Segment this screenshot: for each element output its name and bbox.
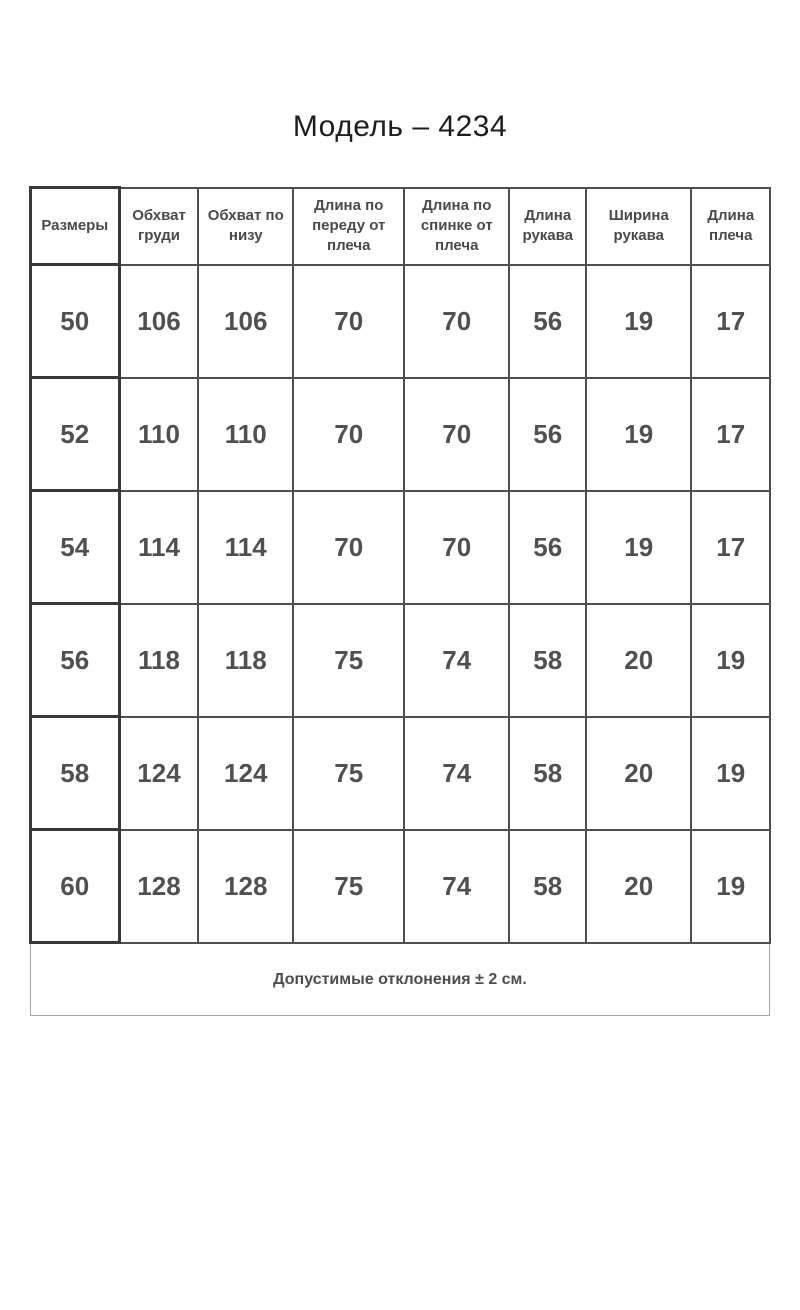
table-row [30,378,770,491]
table-cell: 58 [509,604,586,717]
tolerance-footnote-text: Допустимые отклонения ± 2 см. [273,970,527,988]
size-cell: 56 [30,604,119,717]
table-cell: 70 [293,491,404,604]
table-cell: 74 [404,830,509,943]
table-row [30,830,770,943]
table-cell: 75 [293,604,404,717]
size-chart-table [29,186,772,944]
header-cell: Длина по переду от плеча [293,188,404,265]
table-cell: 114 [198,491,293,604]
table-cell: 70 [293,265,404,378]
header-cell: Обхват груди [119,188,198,265]
size-cell: 58 [30,717,119,830]
table-body [30,265,770,943]
table-cell: 19 [691,604,770,717]
table-cell: 70 [404,265,509,378]
table-cell: 128 [119,830,198,943]
tolerance-footnote [30,944,770,1016]
header-cell: Длина плеча [691,188,770,265]
table-cell: 106 [198,265,293,378]
table-cell: 124 [198,717,293,830]
table-cell: 17 [691,491,770,604]
table-cell: 74 [404,604,509,717]
table-cell: 75 [293,717,404,830]
table-cell: 17 [691,265,770,378]
table-cell: 114 [119,491,198,604]
size-cell: 54 [30,491,119,604]
header-cell-sizes: Размеры [30,188,119,265]
table-cell: 20 [586,604,691,717]
header-cell: Ширина рукава [586,188,691,265]
table-row [30,604,770,717]
table-cell: 74 [404,717,509,830]
table-cell: 118 [198,604,293,717]
table-cell: 56 [509,491,586,604]
table-cell: 128 [198,830,293,943]
table-cell: 17 [691,378,770,491]
size-cell: 50 [30,265,119,378]
header-cell: Длина рукава [509,188,586,265]
size-cell: 60 [30,830,119,943]
table-cell: 124 [119,717,198,830]
table-cell: 58 [509,830,586,943]
table-cell: 19 [586,378,691,491]
table-cell: 19 [691,830,770,943]
table-cell: 75 [293,830,404,943]
table-cell: 19 [586,265,691,378]
page-title: Модель – 4234 [292,110,508,143]
table-cell: 70 [404,491,509,604]
table-row [30,265,770,378]
table-cell: 56 [509,265,586,378]
table-cell: 110 [119,378,198,491]
table-cell: 110 [198,378,293,491]
table-cell: 20 [586,830,691,943]
table-cell: 19 [691,717,770,830]
table-cell: 70 [404,378,509,491]
header-cell: Длина по спинке от плеча [404,188,509,265]
table-cell: 118 [119,604,198,717]
table-cell: 19 [586,491,691,604]
header-row [30,188,770,265]
table-cell: 70 [293,378,404,491]
header-cell: Обхват по низу [198,188,293,265]
table-cell: 56 [509,378,586,491]
table-cell: 20 [586,717,691,830]
table-row [30,717,770,830]
table-cell: 58 [509,717,586,830]
table-cell: 106 [119,265,198,378]
table-row [30,491,770,604]
size-cell: 52 [30,378,119,491]
